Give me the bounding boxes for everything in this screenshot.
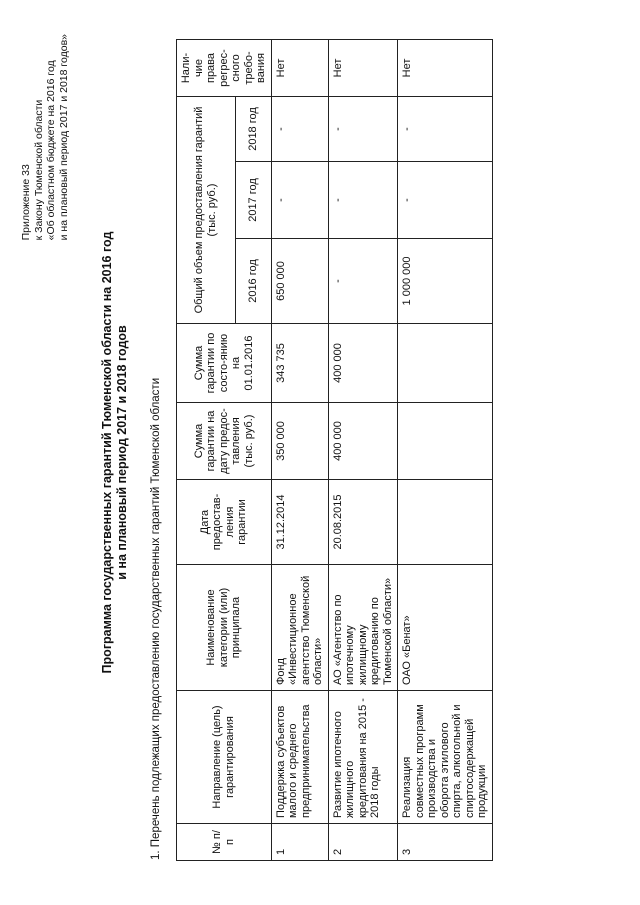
table-row (328, 40, 398, 861)
table-header-row (177, 40, 236, 861)
cell-sum-state: 400 000 (328, 324, 398, 403)
cell-num: 3 (398, 824, 493, 861)
header-2017: 2017 год (235, 162, 271, 239)
cell-regress: Нет (271, 40, 328, 97)
cell-regress: Нет (398, 40, 493, 97)
cell-sum-state (398, 324, 493, 403)
section-heading: 1. Перечень подлежащих предоставлению государственных гарантий Тюменской области (150, 377, 162, 860)
header-direction: Направление (цель) гарантирования (177, 691, 272, 824)
cell-direction: Реализация совместных программ производства и оборота этилового спирта, алкогольной и спиртосодержащей продукции (398, 691, 493, 824)
table-row (398, 40, 493, 861)
cell-regress: Нет (328, 40, 398, 97)
header-sum-state: Сумма гарантии по состо-янию на 01.01.2016 (177, 324, 272, 403)
cell-num: 1 (271, 824, 328, 861)
guarantees-table (176, 39, 493, 861)
cell-direction: Поддержка субъектов малого и среднего предпринимательства (271, 691, 328, 824)
cell-2018: - (328, 97, 398, 162)
header-sum-date: Сумма гарантии на дату предос-тавления (тыс. руб.) (177, 403, 272, 480)
appendix-note (20, 34, 70, 240)
cell-date: 20.08.2015 (328, 480, 398, 565)
appendix-line-4: и на плановый период 2017 и 2018 годов» (57, 34, 70, 241)
cell-name: АО «Агентство по ипотечному жилищному кредитованию по Тюменской области» (328, 565, 398, 691)
cell-name: ОАО «Бенат» (398, 565, 493, 691)
document-title (100, 0, 130, 905)
cell-2016: - (328, 239, 398, 324)
cell-sum-state: 343 735 (271, 324, 328, 403)
header-num: № п/п (177, 824, 272, 861)
cell-date (398, 480, 493, 565)
appendix-line-3: «Об областном бюджете на 2016 год (45, 60, 57, 241)
table-row (271, 40, 328, 861)
cell-2016: 650 000 (271, 239, 328, 324)
title-line-2: и на плановый период 2017 и 2018 годов (115, 325, 129, 580)
header-name: Наименование категории (или) принципала (177, 565, 272, 691)
cell-2017: - (271, 162, 328, 239)
header-2016: 2016 год (235, 239, 271, 324)
cell-date: 31.12.2014 (271, 480, 328, 565)
cell-num: 2 (328, 824, 398, 861)
appendix-line-1: Приложение 33 (20, 164, 32, 241)
cell-sum-date (398, 403, 493, 480)
header-regress: Нали-чие права регрес-сного требо-вания (177, 40, 272, 97)
header-2018: 2018 год (235, 97, 271, 162)
cell-2018: - (398, 97, 493, 162)
cell-sum-date: 400 000 (328, 403, 398, 480)
cell-sum-date: 350 000 (271, 403, 328, 480)
title-line-1: Программа государственных гарантий Тюменской области на 2016 год (100, 231, 114, 674)
header-total: Общий объем предоставления гарантий (тыс. руб.) (177, 97, 236, 324)
cell-2017: - (328, 162, 398, 239)
cell-2017: - (398, 162, 493, 239)
cell-name: Фонд «Инвестиционное агентство Тюменской области» (271, 565, 328, 691)
header-date: Дата предостав-ления гарантии (177, 480, 272, 565)
appendix-line-2: к Закону Тюменской области (32, 99, 45, 241)
cell-direction: Развитие ипотечного жилищного кредитования на 2015 - 2018 годы (328, 691, 398, 824)
cell-2018: - (271, 97, 328, 162)
cell-2016: 1 000 000 (398, 239, 493, 324)
